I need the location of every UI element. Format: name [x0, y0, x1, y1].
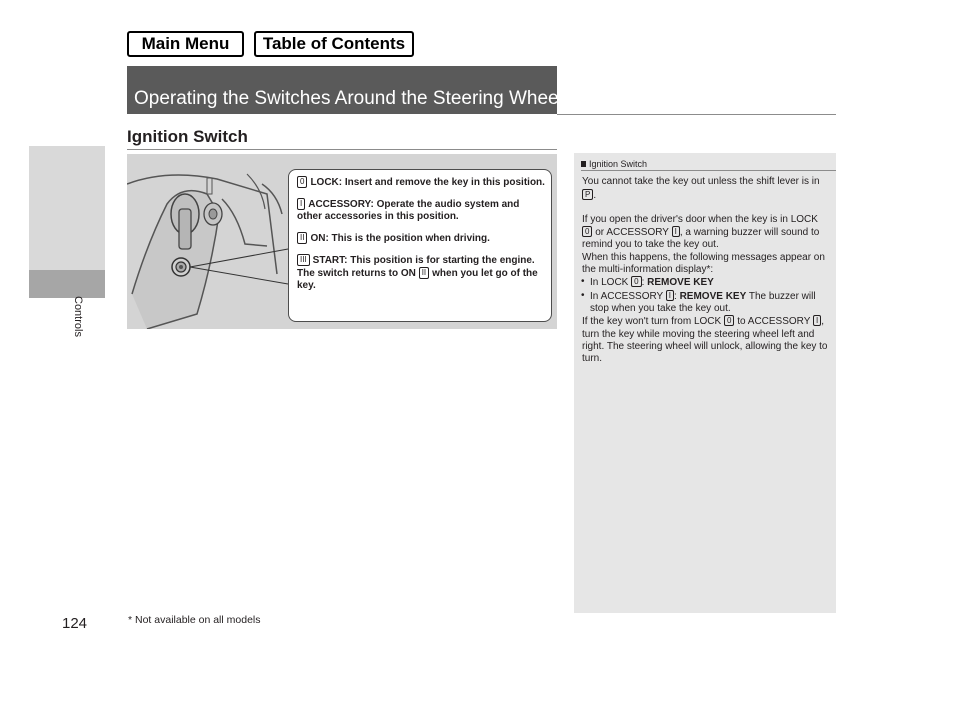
- key-position-0: 0: [297, 176, 307, 188]
- key-position-3: III: [297, 254, 310, 266]
- shift-p-key: P: [582, 189, 593, 200]
- reference-arrow-icon: [581, 161, 586, 167]
- panel-paragraph-1: [581, 176, 831, 202]
- p2-text-c: , a warning buzzer will sound to remind you to take the key out.: [582, 227, 820, 251]
- b1-message: REMOVE KEY: [647, 277, 714, 289]
- chapter-divider: [557, 114, 836, 115]
- lock-position: [297, 176, 545, 189]
- panel-paragraph-4: [581, 315, 831, 365]
- footnote: * Not available on all models: [128, 614, 261, 626]
- bullet-accessory: [581, 290, 831, 316]
- b2-message: REMOVE KEY: [679, 290, 747, 302]
- key-position-2: II: [297, 232, 307, 244]
- lock-description: LOCK: Insert and remove the key in this position.: [310, 177, 545, 188]
- chapter-title: Operating the Switches Around the Steering Wheel: [127, 66, 557, 114]
- on-description: ON: This is the position when driving.: [310, 233, 490, 244]
- start-description-a: START: This position is for starting the engine. The switch returns to ON: [297, 255, 535, 279]
- panel-heading-text: Ignition Switch: [589, 159, 648, 169]
- sidebar-tab-active: [29, 270, 105, 298]
- b2-text-a: In ACCESSORY: [590, 290, 663, 302]
- key-position-2-ref: II: [419, 267, 429, 279]
- p4-text-b: to ACCESSORY: [737, 316, 811, 328]
- panel-paragraph-2: [581, 214, 831, 252]
- section-title: Ignition Switch: [127, 127, 248, 146]
- p4-text-c: , turn the key while moving the steering wheel left and right. The steering wheel will unlock, allowing the key to turn.: [582, 316, 828, 365]
- page-number: 124: [62, 615, 88, 632]
- info-panel: [574, 153, 836, 613]
- section-divider: [127, 149, 557, 150]
- accessory-description: ACCESSORY: Operate the audio system and other accessories in this position.: [297, 199, 520, 222]
- p1-text-b: .: [593, 189, 597, 201]
- p2-text-b: or ACCESSORY: [595, 227, 669, 239]
- b2-key: I: [666, 290, 674, 301]
- table-of-contents-button[interactable]: Table of Contents: [254, 31, 414, 57]
- bullet-lock: [581, 276, 831, 289]
- ignition-illustration: [127, 154, 557, 329]
- p4-lock-key: 0: [724, 315, 734, 326]
- start-description-b: when you let go of the key.: [297, 268, 538, 291]
- sidebar-section-label: Controls: [72, 296, 84, 337]
- p2-text-a: If you open the driver's door when the key is in LOCK: [582, 213, 818, 225]
- ignition-positions-callout: [288, 169, 552, 322]
- p4-accessory-key: I: [813, 315, 821, 326]
- b1-text-a: In LOCK: [590, 277, 629, 289]
- panel-paragraph-3: When this happens, the following messages appear on the multi-information display*:: [582, 251, 825, 276]
- b2-text-b: :: [674, 290, 677, 302]
- accessory-position: [297, 198, 545, 223]
- main-menu-button[interactable]: Main Menu: [127, 31, 244, 57]
- b2-text-c: The buzzer will stop when you take the key out.: [590, 290, 816, 314]
- key-position-1: I: [297, 198, 305, 210]
- on-position: [297, 232, 545, 245]
- b1-text-b: :: [641, 277, 645, 289]
- lock-key-ref: 0: [582, 226, 592, 237]
- panel-heading: [581, 158, 831, 170]
- start-position: [297, 254, 545, 292]
- accessory-key-ref: I: [672, 226, 680, 237]
- p4-text-a: If the key won't turn from LOCK: [582, 316, 722, 328]
- p1-text-a: You cannot take the key out unless the shift lever is in: [582, 176, 820, 188]
- sidebar-tab-upper: [29, 146, 105, 270]
- b1-key: 0: [631, 276, 641, 287]
